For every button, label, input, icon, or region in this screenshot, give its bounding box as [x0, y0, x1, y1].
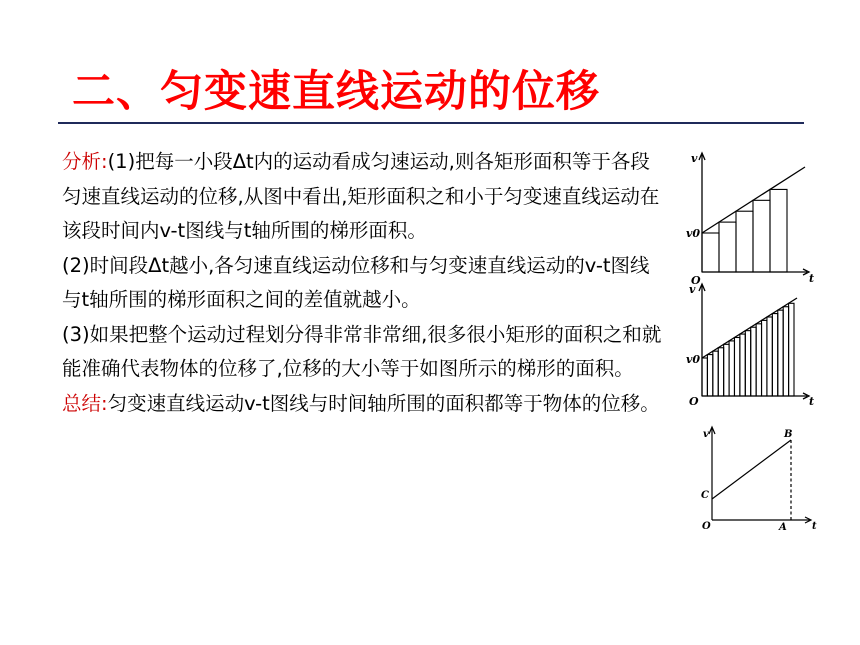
g2-bar-16 [783, 307, 788, 396]
g1-bar-2 [719, 222, 736, 272]
g2-bar-9 [745, 331, 750, 396]
g2-v0-label: v0 [686, 353, 701, 366]
analysis-label: 分析: [62, 150, 108, 173]
g1-origin-label: O [691, 274, 701, 285]
g3-origin-label: O [702, 521, 711, 532]
g2-bar-10 [751, 327, 756, 396]
g3-c-label: C [701, 490, 709, 501]
g2-bar-6 [729, 341, 734, 396]
analysis-text: (1)把每一小段Δt内的运动看成匀速运动,则各矩形面积等于各段匀速直线运动的位移,从图中看出,矩形面积之和小于匀变速直线运动在该段时间内v-t图线与t轴所围的梯形面积。 [62, 150, 660, 242]
g1-t-label: t [809, 272, 815, 285]
page-title: 二、匀变速直线运动的位移 [72, 67, 600, 117]
g2-bar-17 [789, 303, 794, 396]
g2-bar-13 [767, 317, 772, 396]
paragraph-summary [62, 387, 662, 422]
vt-graph-fine [685, 281, 825, 411]
g2-bar-2 [707, 355, 712, 396]
g2-t-label: t [809, 395, 815, 408]
g1-bar-1 [702, 233, 719, 272]
g2-bar-1 [702, 358, 707, 396]
g2-bar-11 [756, 324, 761, 396]
vt-graph-trapezoid [698, 422, 828, 537]
g2-bar-15 [778, 310, 783, 396]
g2-bar-3 [713, 351, 718, 396]
g2-bar-12 [762, 320, 767, 396]
g1-bars [702, 189, 787, 272]
g2-bar-7 [734, 337, 739, 396]
g1-bar-4 [753, 200, 770, 272]
paragraph-2: (2)时间段Δt越小,各匀速直线运动位移和与匀变速直线运动的v-t图线与t轴所围的梯形面积之间的差值就越小。 [62, 253, 650, 311]
g1-bar-5 [770, 189, 787, 272]
g1-bar-3 [736, 211, 753, 272]
g3-b-label: B [784, 429, 793, 440]
body-text [62, 145, 662, 421]
summary-label: 总结: [62, 391, 108, 415]
g2-origin-label: O [689, 395, 699, 408]
g2-bar-5 [724, 344, 729, 396]
g2-bar-14 [772, 314, 777, 396]
g3-v-label: v [703, 429, 709, 440]
g2-bar-4 [718, 348, 723, 396]
g3-a-label: A [779, 522, 787, 533]
summary-text: 匀变速直线运动v-t图线与时间轴所围的面积都等于物体的位移。 [107, 391, 660, 415]
g2-v-label: v [689, 283, 696, 296]
paragraph-3: (3)如果把整个运动过程划分得非常非常细,很多很小矩形的面积之和就能准确代表物体的位移了,位移的大小等于如图所示的梯形的面积。 [62, 322, 662, 380]
title-divider [58, 122, 804, 124]
g2-bar-8 [740, 334, 745, 396]
g1-v-label: v [691, 152, 698, 165]
paragraph-analysis [62, 145, 662, 249]
g3-t-label: t [812, 521, 817, 532]
vt-graph-coarse [685, 145, 825, 285]
g1-v0-label: v0 [686, 227, 701, 240]
